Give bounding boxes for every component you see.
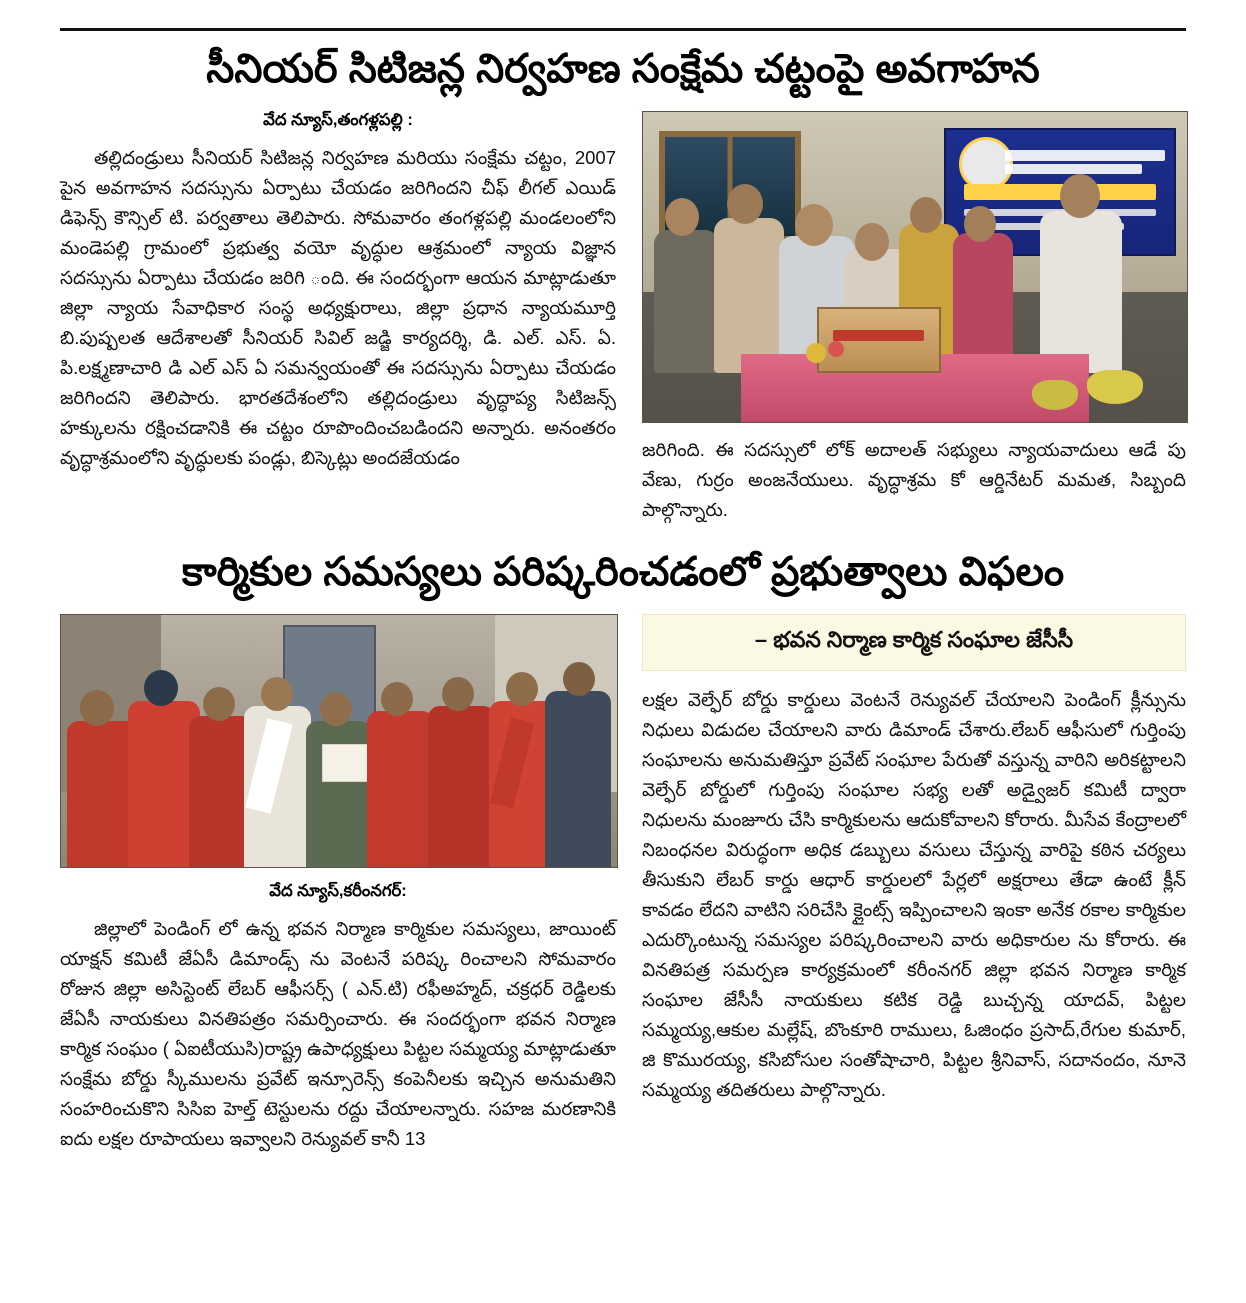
article-senior-citizens <box>60 0 1186 525</box>
article1-byline: వేద న్యూస్,తంగళ్లపల్లి : <box>263 111 413 130</box>
article1-caption: జరిగింది. ఈ సదస్సులో లోక్ అదాలత్ సభ్యులు న్యాయవాదులు ఆడే పు వేణు, గుర్రం అంజనేయులు. వృద్ధాశ్రమ కో ఆర్డినేటర్ మమత, సిబ్బంది పాల్గొన్నారు. <box>642 439 1186 521</box>
legal-services-awareness-photo <box>642 111 1188 423</box>
article-workers-issues <box>60 525 1186 1154</box>
article1-text-column <box>60 111 616 525</box>
union-leaders-petition-photo <box>60 614 618 868</box>
article1-columns <box>60 111 1186 525</box>
article2-body-right: లక్షల వెల్ఫేర్ బోర్డు కార్డులు వెంటనే రెన్యువల్ చేయాలని పెండింగ్ క్లీన్సును నిధులు విడుదల చేయాలని వారు డిమాండ్ చేశారు.లేబర్ ఆఫీసులో గుర్తింపు సంఘాలను అనుమతిస్తూ ప్రవేట్ సంఘాల పేరుతో వస్తున్న వారిని అరికట్టాలని వెల్ఫేర్ బోర్డులో గుర్తింపు సంఘాల సభ్య లతో అడ్వైజర్ కమిటీ ద్వారా నిధులను మంజూరు చేసి కార్మికులను ఆదుకోవాలని కోరారు. మీసేవ కేంద్రాలలో నిబంధనల విరుద్ధంగా అధిక డబ్బులు వసులు చేస్తున్న వారిపై కఠిన చర్యలు తీసుకుని లేబర్ కార్డు ఆధార్ కార్డులలో పేర్లలో అక్షరాలు తేడా ఉంటే క్లీన్ కావడం లేదని వాటిని సరిచేసి క్లైంట్స్ ఇప్పించాలని ఇంకా అనేక రకాల కార్మికుల ఎదుర్కొంటున్న సమస్యల పరిష్కరించాలని వారు అధికారుల ను కోరారు. ఈ వినతిపత్ర సమర్పణ కార్యక్రమంలో కరీంనగర్ జిల్లా భవన నిర్మాణ కార్మిక సంఘాల జేసీసీ నాయకులు కటిక రెడ్డి బుచ్చన్న యాదవ్, పిట్టల సమ్మయ్య,ఆకుల మల్లేష్, బొంకూరి రాములు, ఓజింధం ప్రసాద్,రేగుల కుమార్, జి కొమురయ్య, కసిబోసుల సంతోషాచారి, పిట్టల శ్రీనివాస్, సదానందం, నూనె సమ్మయ్య తదితరులు పాల్గొన్నారు. <box>642 689 1186 1100</box>
article2-headline: కార్మికుల సమస్యలు పరిష్కరించడంలో ప్రభుత్వాలు విఫలం <box>181 550 1065 595</box>
article2-byline: వేద న్యూస్,కరీంనగర్: <box>269 882 407 901</box>
article1-headline: సీనియర్ సిటిజన్ల నిర్వహణ సంక్షేమ చట్టంపై అవగాహన <box>206 47 1040 91</box>
donation-box <box>817 307 941 373</box>
article2-subheadline: – భవన నిర్మాణ కార్మిక సంఘాల జేసీసీ <box>642 614 1186 671</box>
article1-media-column <box>642 111 1186 525</box>
article2-media-column <box>60 614 616 1154</box>
article2-body-left: జిల్లాలో పెండింగ్ లో ఉన్న భవన నిర్మాణ కార్మికుల సమస్యలు, జాయింట్ యాక్షన్ కమిటీ జేఏసీ డిమాండ్స్ ను వెంటనే పరిష్క రించాలని సోమవారం రోజున జిల్లా అసిస్టెంట్ లేబర్ ఆఫీసర్స్ ( ఎన్.టి) రఫీఅహ్మద్, చక్రధర్ రెడ్డిలకు జేఏసీ నాయకులు వినతిపత్రం సమర్పించారు. ఈ సందర్భంగా భవన నిర్మాణ కార్మిక సంఘం ( ఏఐటీయుసి)రాష్ట్ర ఉపాధ్యక్షులు పిట్టల సమ్మయ్య మాట్లాడుతూ సంక్షేమ బోర్డు స్కీములను ప్రవేట్ ఇన్సూరెన్స్ కంపెనీలకు ఇచ్చిన అనుమతిని సంహరించుకొని సిసిఐ హెల్త్ టెస్టులను రద్దు చేయాలన్నారు. సహజ మరణానికి ఐదు లక్షల రూపాయలు ఇవ్వాలని రెన్యువల్ కానీ 13 <box>60 918 616 1150</box>
article1-body: తల్లిదండ్రులు సీనియర్ సిటిజన్ల నిర్వహణ మరియు సంక్షేమ చట్టం, 2007 పైన అవగాహన సదస్సును ఏర్పాటు చేయడం జరిగిందని చీఫ్ లీగల్ ఎయిడ్ డిఫెన్స్ కౌన్సిల్ టి. పర్వతాలు తెలిపారు. సోమవారం తంగళ్లపల్లి మండలంలోని మండెపల్లి గ్రామంలో ప్రభుత్వ వయో వృద్ధుల ఆశ్రమంలో న్యాయ విజ్ఞాన సదస్సును ఏర్పాటు చేయడం జరిగి ంది. ఈ సందర్భంగా ఆయన మాట్లాడుతూ జిల్లా న్యాయ సేవాధికార సంస్థ అధ్యక్షురాలు, జిల్లా ప్రధాన న్యాయమూర్తి బి.పుష్పలత ఆదేశాలతో సీనియర్ సివిల్ జడ్జి కార్యదర్శి, డి. ఎల్. ఎస్. ఏ. పి.లక్ష్మణాచారి డి ఎల్ ఎస్ ఏ సమన్వయంతో ఈ సదస్సును ఏర్పాటు చేయడం జరిగిందని తెలిపారు. భారతదేశంలోని తల్లిదండ్రులు వృద్ధాప్య సిటిజన్స్ హక్కులను రక్షించడానికి ఈ చట్టం రూపొందించబడిందని అన్నారు. అనంతరం వృద్ధాశ్రమంలోని వృద్ధులకు పండ్లు, బిస్కెట్లు అందజేయడం <box>60 147 616 468</box>
article2-text-column <box>642 614 1186 1154</box>
article2-columns <box>60 614 1186 1154</box>
